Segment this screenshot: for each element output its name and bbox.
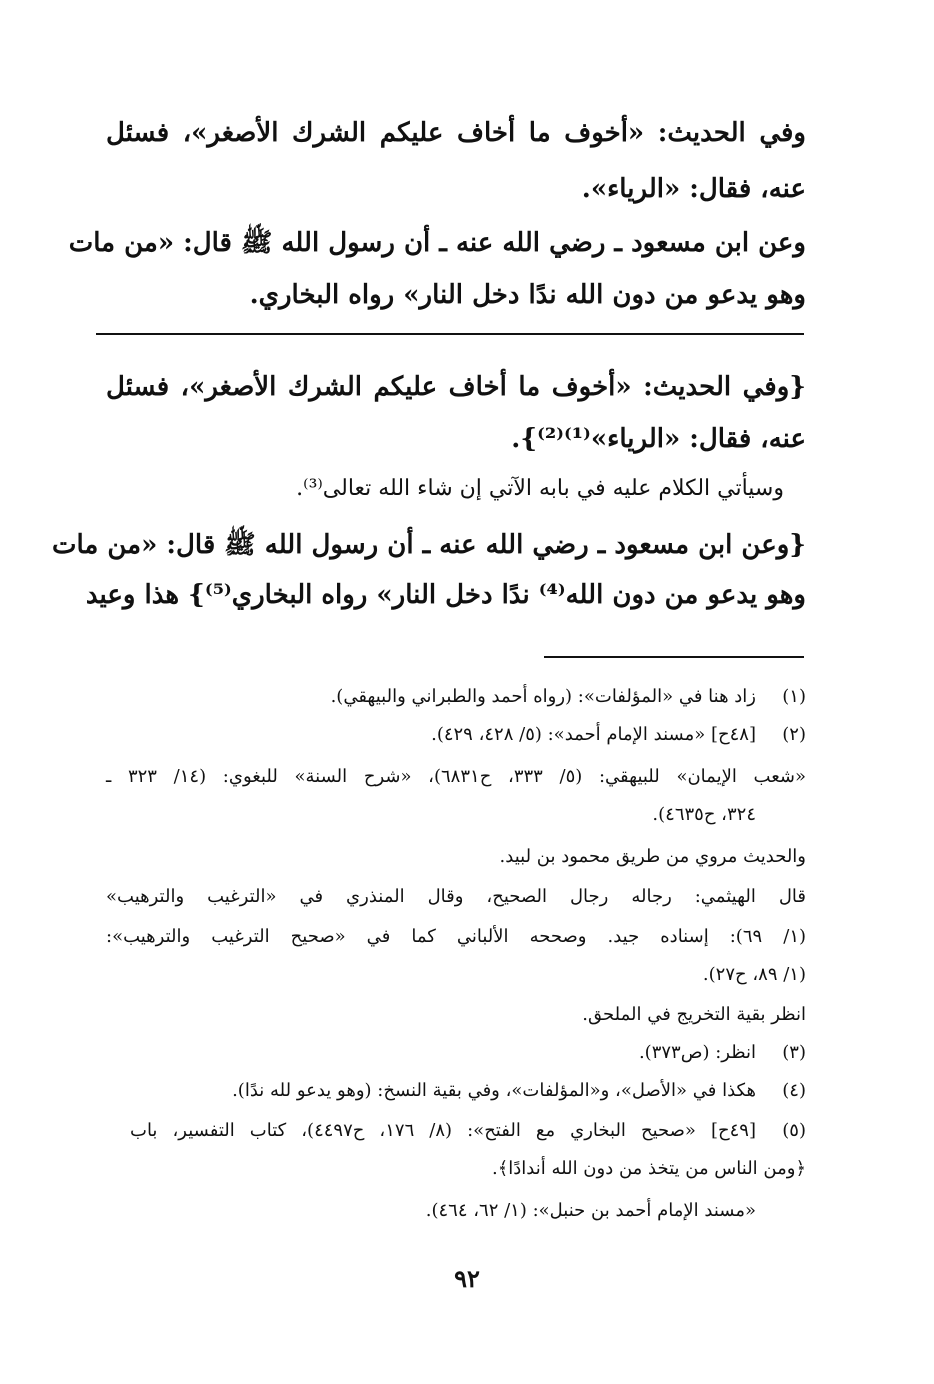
commentary-line-3: وسيأتي الكلام عليه في بابه الآتي إن شاء الله تعالى⁽³⁾. bbox=[296, 476, 784, 501]
footnote-5-number: (٥) bbox=[782, 1120, 806, 1141]
footnote-2-line-7: (١/ ٨٩، ح٢٧). bbox=[702, 964, 806, 985]
commentary-line-2: عنه، فقال: «الرياء»⁽¹⁾⁽²⁾}. bbox=[511, 424, 806, 454]
commentary-line-1: {وفي الحديث: «أخوف ما أخاف عليكم الشرك الأصغر»، فسئل bbox=[106, 372, 806, 402]
footnote-divider bbox=[544, 656, 804, 658]
footnote-2-line-3: ٣٢٤، ح٤٦٣٥). bbox=[652, 804, 756, 825]
main-text-line-4: وهو يدعو من دون الله ندًا دخل النار» رواه البخاري. bbox=[249, 280, 806, 310]
footnote-2-text: [٤٨ح] «مسند الإمام أحمد»: (٥/ ٤٢٨، ٤٢٩). bbox=[431, 724, 756, 745]
footnote-1-text: زاد هنا في «المؤلفات»: (رواه أحمد والطبراني والبيهقي). bbox=[330, 686, 756, 707]
footnote-2-line-8: انظر بقية التخريج في الملحق. bbox=[582, 1004, 806, 1025]
footnote-4-text: هكذا في «الأصل»، و«المؤلفات»، وفي بقية النسخ: (وهو يدعو لله ندًا). bbox=[232, 1080, 756, 1101]
commentary-line-4: {وعن ابن مسعود ـ رضي الله عنه ـ أن رسول الله ﷺ قال: «من مات bbox=[52, 530, 806, 560]
footnote-2-line-5: قال الهيثمي: رجاله رجال الصحيح، وقال المنذري في «الترغيب والترهيب» bbox=[106, 886, 806, 907]
page-number: ٩٢ bbox=[454, 1264, 480, 1293]
main-text-line-3: وعن ابن مسعود ـ رضي الله عنه ـ أن رسول الله ﷺ قال: «من مات bbox=[68, 228, 806, 258]
footnote-3-number: (٣) bbox=[782, 1042, 806, 1063]
section-divider bbox=[96, 333, 804, 335]
footnote-3-text: انظر: (ص٣٧٣). bbox=[638, 1042, 756, 1063]
footnote-4-number: (٤) bbox=[782, 1080, 806, 1101]
main-text-line-1: وفي الحديث: «أخوف ما أخاف عليكم الشرك الأصغر»، فسئل bbox=[106, 118, 806, 148]
footnote-2-line-6: (١/ ٦٩): إسناده جيد. وصححه الألباني كما في «صحيح الترغيب والترهيب»: bbox=[106, 926, 807, 947]
footnote-2-number: (٢) bbox=[782, 724, 806, 745]
commentary-line-5: وهو يدعو من دون الله⁽⁴⁾ ندًا دخل النار» رواه البخاري⁽⁵⁾} هذا وعيد bbox=[85, 580, 806, 610]
main-text-line-2: عنه، فقال: «الرياء». bbox=[581, 174, 806, 204]
footnote-5-line-3: «مسند الإمام أحمد بن حنبل»: (١/ ٦٢، ٤٦٤). bbox=[425, 1200, 756, 1221]
footnote-5-line-2: ﴿ومن الناس من يتخذ من دون الله أندادًا﴾. bbox=[492, 1158, 806, 1179]
footnote-1-number: (١) bbox=[782, 686, 806, 707]
footnote-5-text: [٤٩ح] «صحيح البخاري مع الفتح»: (٨/ ١٧٦، ح٤٤٩٧)، كتاب التفسير، باب bbox=[130, 1120, 757, 1141]
footnote-2-line-2: «شعب الإيمان» للبيهقي: (٥/ ٣٣٣، ح٦٨٣١)، «شرح السنة» للبغوي: (١٤/ ٣٢٣ ـ bbox=[106, 766, 806, 787]
footnote-2-line-4: والحديث مروي من طريق محمود بن لبيد. bbox=[499, 846, 806, 867]
